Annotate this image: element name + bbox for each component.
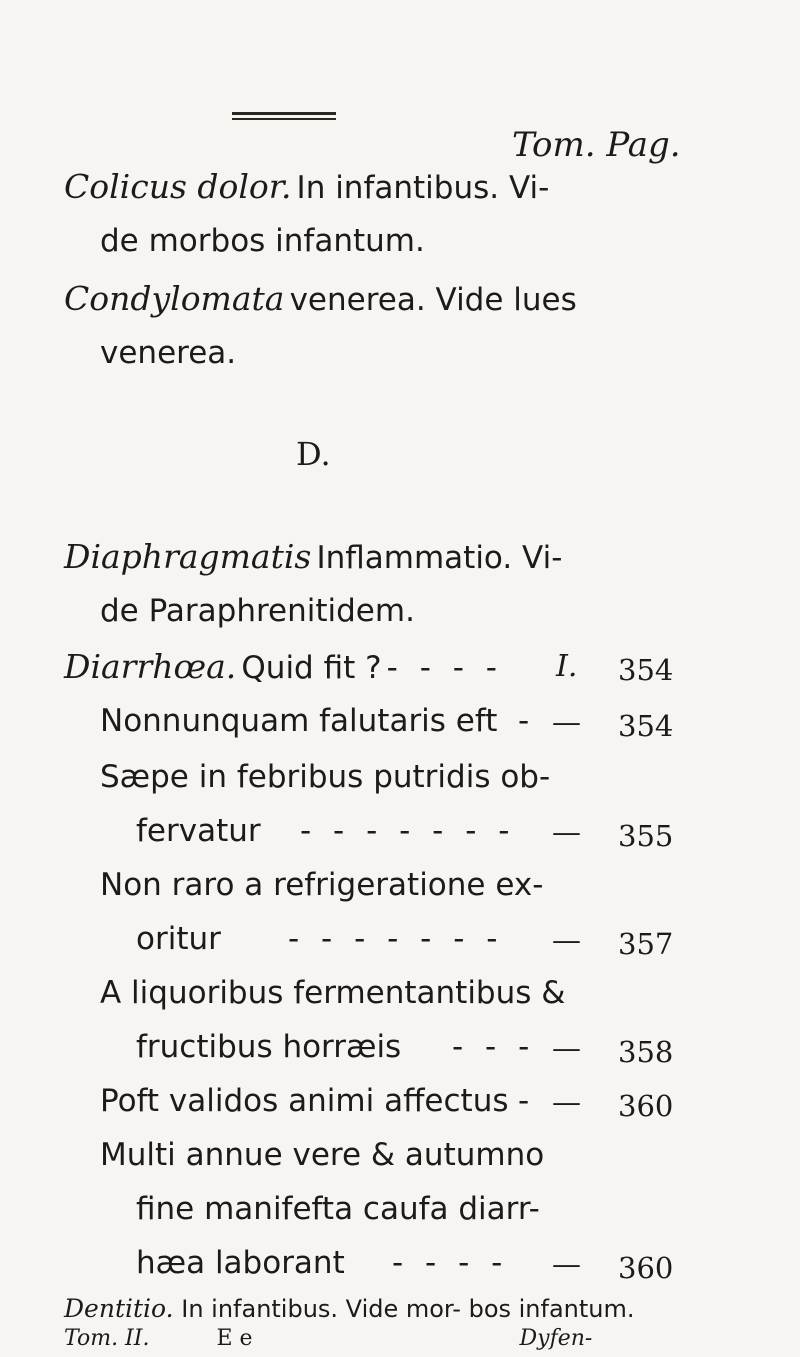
signature-mark: E e	[216, 1326, 253, 1351]
subentry-line: fervatur	[136, 813, 261, 849]
entry-diaphragmatis	[64, 537, 563, 576]
entry-text: de morbos infantum.	[100, 223, 425, 259]
ditto-marker: —	[552, 1085, 581, 1119]
entry-term: Colicus dolor.	[64, 167, 292, 206]
page-number: 360	[618, 1251, 674, 1285]
subentry-line: Non raro a refrigeratione ex-	[100, 867, 544, 903]
entry-term: Dentitio.	[64, 1294, 174, 1323]
leader-dashes: - - - -	[392, 1245, 509, 1281]
subentry-line: Multi annue vere & autumno	[100, 1137, 545, 1173]
footer	[64, 1328, 592, 1350]
entry-text: In infantibus. Vi-	[296, 170, 550, 206]
page-number: 354	[618, 653, 674, 687]
leader-dashes: - - - - - - -	[300, 813, 516, 849]
volume-mark: Tom. II.	[64, 1326, 150, 1351]
entry-dentitio	[64, 1296, 635, 1321]
tom-number: I.	[556, 649, 578, 684]
subentry-line: fine manifefta caufa diarr-	[136, 1191, 540, 1227]
entry-text: Quid fit ?	[241, 650, 382, 686]
leader-dashes: - - - - - - -	[288, 921, 504, 957]
subentry-line: hæa laborant	[136, 1245, 345, 1281]
entry-text: bos infantum.	[468, 1295, 635, 1323]
section-letter: D.	[296, 435, 331, 473]
subentry-line: Sæpe in febribus putridis ob-	[100, 759, 551, 795]
entry-term: Condylomata	[64, 279, 285, 318]
page-number: 355	[618, 819, 674, 853]
entry-diarrhoea	[64, 647, 503, 686]
leader-dashes: - - - -	[386, 650, 503, 686]
leader-dashes: - - -	[452, 1029, 536, 1065]
subentry-line: fructibus horræis	[136, 1029, 402, 1065]
ditto-marker: —	[552, 1247, 581, 1281]
ditto-marker: —	[552, 705, 581, 739]
entry-colicus	[64, 167, 550, 206]
entry-text: Inflammatio. Vi-	[316, 540, 563, 576]
entry-term: Diaphragmatis	[64, 537, 312, 576]
entry-term: Diarrhœa.	[64, 647, 237, 686]
subentry-line: oritur	[136, 921, 221, 957]
subentry-line: Nonnunquam falutaris eft	[100, 703, 498, 739]
entry-text: de Paraphrenitidem.	[100, 593, 415, 629]
entry-text: In infantibus. Vide mor-	[181, 1295, 461, 1323]
page-number: 360	[618, 1089, 674, 1123]
page-number: 358	[618, 1035, 674, 1069]
ditto-marker: —	[552, 1031, 581, 1065]
entry-text: venerea. Vide lues	[289, 282, 577, 318]
leader-dashes: -	[518, 703, 530, 739]
ditto-marker: —	[552, 923, 581, 957]
subentry-line: Poft validos animi affectus	[100, 1083, 509, 1119]
subentry-line: A liquoribus fermentantibus &	[100, 975, 566, 1011]
leader-dashes: -	[518, 1083, 530, 1119]
header-rule	[232, 112, 336, 120]
entry-condylomata	[64, 279, 577, 318]
catchword: Dyfen-	[519, 1326, 593, 1351]
page-number: 357	[618, 927, 674, 961]
entry-text: venerea.	[100, 335, 237, 371]
page-number: 354	[618, 709, 674, 743]
tom-pag-header: Tom. Pag.	[512, 125, 681, 165]
ditto-marker: —	[552, 815, 581, 849]
